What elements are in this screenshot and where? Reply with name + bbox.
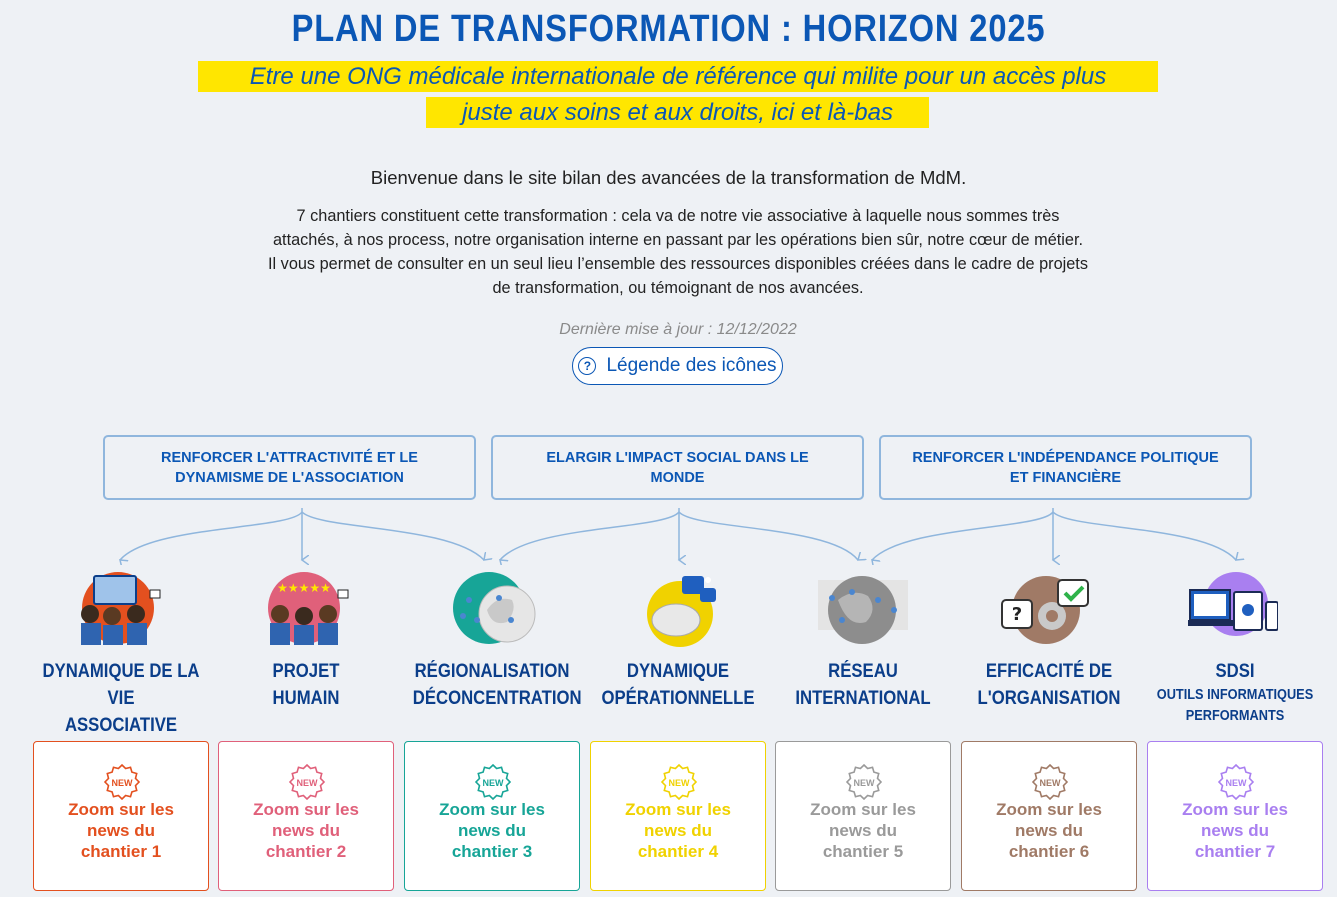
news-card-label: Zoom sur les news du chantier 2 (253, 800, 359, 861)
new-badge-icon (1031, 764, 1069, 800)
news-card-chantier-6[interactable] (961, 741, 1137, 891)
objective-attractivity[interactable]: RENFORCER L'ATTRACTIVITÉ ET LE DYNAMISME DE L'ASSOCIATION (103, 435, 476, 500)
news-card-chantier-1[interactable] (33, 741, 209, 891)
objective-social-impact[interactable]: ELARGIR L'IMPACT SOCIAL DANS LE MONDE (491, 435, 864, 500)
chantier-1-name[interactable]: DYNAMIQUE DE LA VIE ASSOCIATIVE (42, 661, 200, 736)
news-card-label: Zoom sur les news du chantier 6 (996, 800, 1102, 861)
new-badge-icon (1217, 764, 1255, 800)
new-badge-text: NEW (482, 778, 504, 788)
regionalisation-icon (447, 570, 537, 650)
svg-text:★★★★★: ★★★★★ (277, 581, 331, 595)
question-circle-icon: ? (578, 357, 596, 375)
welcome-text: Bienvenue dans le site bilan des avancées de la transformation de MdM. (370, 167, 967, 188)
mission-statement-line2: juste aux soins et aux droits, ici et là-bas (426, 97, 929, 128)
chantier-6-name[interactable]: EFFICACITÉ DE L'ORGANISATION (977, 661, 1121, 709)
objective-connector-arrows (0, 500, 1337, 565)
new-badge-text: NEW (296, 778, 318, 788)
new-badge-text: NEW (1225, 778, 1247, 788)
new-badge-icon (103, 764, 141, 800)
world-network-icon (818, 570, 908, 650)
news-card-chantier-3[interactable] (404, 741, 580, 891)
page-title: PLAN DE TRANSFORMATION : HORIZON 2025 (291, 8, 1046, 50)
news-card-label: Zoom sur les news du chantier 7 (1182, 800, 1288, 861)
human-project-icon (262, 570, 352, 650)
it-devices-icon (1188, 570, 1278, 650)
chantier-3-name[interactable]: RÉGIONALISATION DÉCONCENTRATION (412, 661, 582, 709)
icon-legend-button[interactable] (572, 347, 783, 385)
new-badge-text: NEW (111, 778, 133, 788)
organisation-gears-icon (1000, 570, 1090, 650)
news-card-label: Zoom sur les news du chantier 3 (439, 800, 545, 861)
new-badge-icon (288, 764, 326, 800)
news-card-chantier-4[interactable] (590, 741, 766, 891)
operational-icon (638, 570, 728, 650)
svg-text:?: ? (1011, 604, 1023, 625)
new-badge-icon (845, 764, 883, 800)
news-card-chantier-5[interactable] (775, 741, 951, 891)
news-card-label: Zoom sur les news du chantier 4 (625, 800, 731, 861)
chantier-4-name[interactable]: DYNAMIQUE OPÉRATIONNELLE (601, 661, 755, 709)
last-update: Dernière mise à jour : 12/12/2022 (559, 321, 797, 338)
associative-life-icon (76, 570, 166, 650)
new-badge-text: NEW (668, 778, 690, 788)
new-badge-icon (660, 764, 698, 800)
icon-legend-label: Légende des icônes (606, 355, 777, 376)
new-badge-text: NEW (1039, 778, 1061, 788)
news-card-chantier-7[interactable] (1147, 741, 1323, 891)
news-card-label: Zoom sur les news du chantier 1 (68, 800, 174, 861)
objective-independence[interactable]: RENFORCER L'INDÉPENDANCE POLITIQUE ET FINANCIÈRE (879, 435, 1252, 500)
new-badge-text: NEW (853, 778, 875, 788)
chantier-2-name[interactable]: PROJET HUMAIN (272, 661, 340, 709)
chantier-7-name[interactable]: SDSI OUTILS INFORMATIQUES PERFORMANTS (1156, 661, 1314, 724)
news-card-chantier-2[interactable] (218, 741, 394, 891)
chantier-5-name[interactable]: RÉSEAU INTERNATIONAL (795, 661, 931, 709)
news-card-label: Zoom sur les news du chantier 5 (810, 800, 916, 861)
intro-description: 7 chantiers constituent cette transformation : cela va de notre vie associative à laquelle nous sommes très attachés, à nos process, notre organisation interne en passant par les opérations bien sûr, notre cœur de métier. Il vous permet de consulter en un seul lieu l’ensemble des ressources disponibles créées dans le cadre de projets de transformation, ou témoignant de nos avancées. (268, 207, 1088, 297)
new-badge-icon (474, 764, 512, 800)
mission-statement-line1: Etre une ONG médicale internationale de référence qui milite pour un accès plus (198, 61, 1158, 92)
